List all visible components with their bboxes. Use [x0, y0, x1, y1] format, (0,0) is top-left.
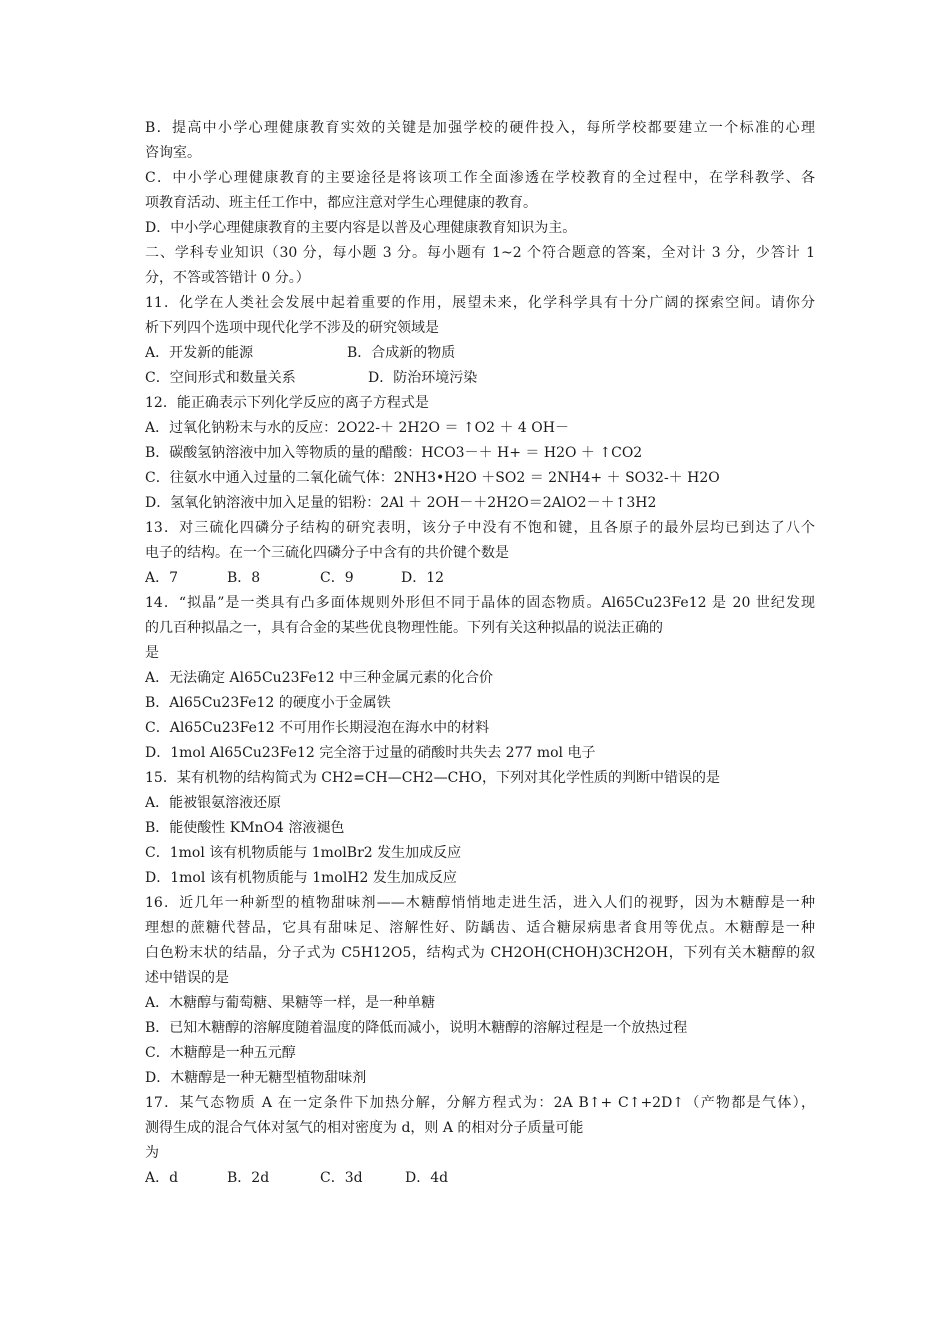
q11-option-b: B．合成新的物质 — [347, 345, 456, 361]
q14-stem-line3: 是 — [145, 645, 159, 661]
q12-stem: 12．能正确表示下列化学反应的离子方程式是 — [145, 395, 429, 411]
q10-option-b-line2: 咨询室。 — [145, 145, 201, 161]
q15-option-c: C．1mol 该有机物质能与 1molBr2 发生加成反应 — [145, 845, 462, 861]
q17-option-b: B．2d — [227, 1170, 270, 1186]
q11-stem-line2: 析下列四个选项中现代化学不涉及的研究领域是 — [145, 320, 439, 336]
q14-stem-line1: 14．“拟晶”是一类具有凸多面体规则外形但不同于晶体的固态物质。Al65Cu23Fe12 是 20 世纪发现 — [145, 595, 815, 611]
q17-stem-line3: 为 — [145, 1145, 159, 1161]
section-heading-line1: 二、学科专业知识（30 分，每小题 3 分。每小题有 1~2 个符合题意的答案，全对计 3 分，少答计 1 — [145, 245, 815, 261]
q10-option-d: D．中小学心理健康教育的主要内容是以普及心理健康教育知识为主。 — [145, 220, 577, 236]
q11-options-row1 — [145, 343, 815, 363]
q15-option-b: B．能使酸性 KMnO4 溶液褪色 — [145, 820, 345, 836]
q10-option-c-line1: C．中小学心理健康教育的主要途径是将该项工作全面渗透在学校教育的全过程中，在学科教学、各 — [145, 170, 815, 186]
q13-option-a: A．7 — [145, 570, 179, 586]
q17-options-row — [145, 1168, 815, 1188]
q11-option-a: A．开发新的能源 — [145, 345, 254, 361]
q10-option-b-line1: B．提高中小学心理健康教育实效的关键是加强学校的硬件投入，每所学校都要建立一个标准的心理 — [145, 120, 815, 136]
q15-option-a: A．能被银氨溶液还原 — [145, 795, 282, 811]
q13-stem-line1: 13．对三硫化四磷分子结构的研究表明，该分子中没有不饱和键，且各原子的最外层均已到达了八个 — [145, 520, 815, 536]
q14-option-c: C．Al65Cu23Fe12 不可用作长期浸泡在海水中的材料 — [145, 720, 490, 736]
q13-stem-line2: 电子的结构。在一个三硫化四磷分子中含有的共价键个数是 — [145, 545, 509, 561]
q14-option-d: D．1mol Al65Cu23Fe12 完全溶于过量的硝酸时共失去 277 mol 电子 — [145, 745, 596, 761]
q17-option-a: A．d — [145, 1170, 179, 1186]
q11-option-d: D．防治环境污染 — [368, 370, 478, 386]
q10-option-c-line2: 项教育活动、班主任工作中，都应注意对学生心理健康的教育。 — [145, 195, 537, 211]
q15-option-d: D．1mol 该有机物质能与 1molH2 发生加成反应 — [145, 870, 457, 886]
q11-stem-line1: 11．化学在人类社会发展中起着重要的作用，展望未来，化学科学具有十分广阔的探索空间。请你分 — [145, 295, 815, 311]
q16-option-a: A．木糖醇与葡萄糖、果糖等一样，是一种单糖 — [145, 995, 436, 1011]
q16-option-c: C．木糖醇是一种五元醇 — [145, 1045, 296, 1061]
q16-option-b: B．已知木糖醇的溶解度随着温度的降低而减小，说明木糖醇的溶解过程是一个放热过程 — [145, 1020, 688, 1036]
q12-option-b: B．碳酸氢钠溶液中加入等物质的量的醋酸：HCO3－＋ H+ ＝ H2O ＋ ↑CO2 — [145, 445, 643, 461]
q17-option-d: D．4d — [405, 1170, 449, 1186]
q13-option-d: D．12 — [401, 570, 445, 586]
q17-stem-line1: 17．某气态物质 A 在一定条件下加热分解，分解方程式为：2A B↑+ C↑+2D↑（产物都是气体）， — [145, 1095, 815, 1111]
q17-option-c: C．3d — [320, 1170, 363, 1186]
q13-option-b: B．8 — [227, 570, 261, 586]
section-heading-line2: 分，不答或答错计 0 分。） — [145, 270, 310, 286]
q16-stem-line1: 16．近几年一种新型的植物甜味剂——木糖醇悄悄地走进生活，进入人们的视野，因为木糖醇是一种 — [145, 895, 815, 911]
q11-options-row2 — [145, 368, 815, 388]
q14-option-a: A．无法确定 Al65Cu23Fe12 中三种金属元素的化合价 — [145, 670, 494, 686]
q16-stem-line3: 白色粉末状的结晶，分子式为 C5H12O5，结构式为 CH2OH(CHOH)3CH2OH，下列有关木糖醇的叙 — [145, 945, 815, 961]
q12-option-a: A．过氧化钠粉末与水的反应：2O22-＋ 2H2O ＝ ↑O2 ＋ 4 OH－ — [145, 420, 569, 436]
q14-option-b: B．Al65Cu23Fe12 的硬度小于金属铁 — [145, 695, 391, 711]
q12-option-d: D．氢氧化钠溶液中加入足量的铝粉：2Al ＋ 2OH－＋2H2O＝2AlO2－＋↑3H2 — [145, 495, 657, 511]
q12-option-c: C．往氨水中通入过量的二氧化硫气体：2NH3•H2O ＋SO2 ＝ 2NH4+ ＋ SO32-＋ H2O — [145, 470, 720, 486]
q16-stem-line4: 述中错误的是 — [145, 970, 229, 986]
q16-option-d: D．木糖醇是一种无糖型植物甜味剂 — [145, 1070, 367, 1086]
q17-stem-line2: 测得生成的混合气体对氢气的相对密度为 d，则 A 的相对分子质量可能 — [145, 1120, 584, 1136]
q16-stem-line2: 理想的蔗糖代替品，它具有甜味足、溶解性好、防龋齿、适合糖尿病患者食用等优点。木糖醇是一种 — [145, 920, 815, 936]
q13-options-row — [145, 568, 815, 588]
q11-option-c: C．空间形式和数量关系 — [145, 370, 296, 386]
q15-stem: 15．某有机物的结构简式为 CH2=CH—CH2—CHO，下列对其化学性质的判断中错误的是 — [145, 770, 720, 786]
q13-option-c: C．9 — [320, 570, 354, 586]
q14-stem-line2: 的几百种拟晶之一，具有合金的某些优良物理性能。下列有关这种拟晶的说法正确的 — [145, 620, 663, 636]
